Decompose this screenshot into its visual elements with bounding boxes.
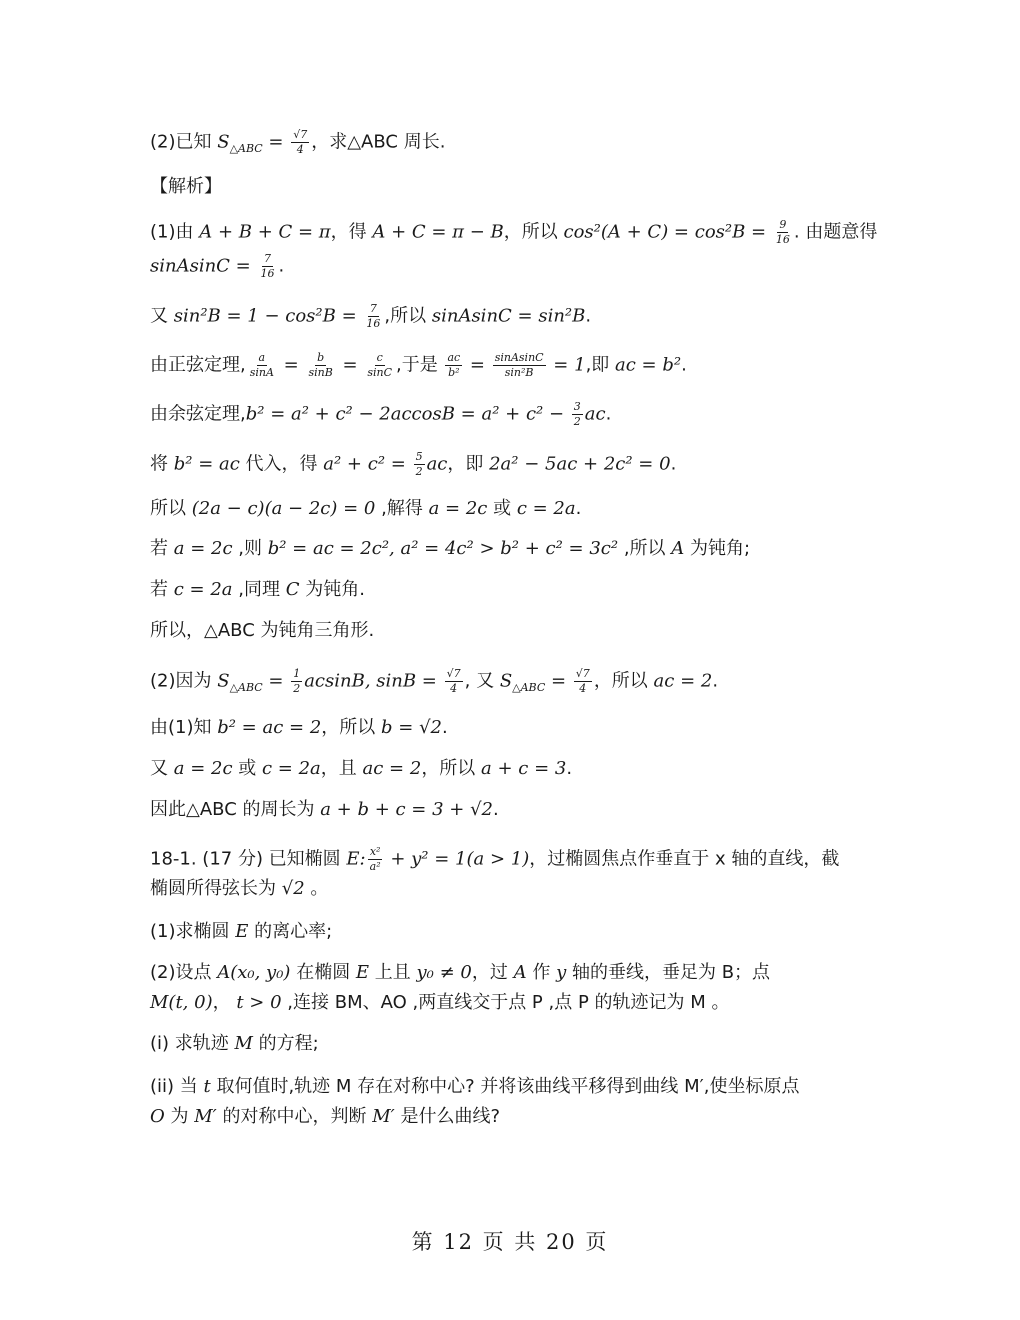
line-question-2i: (i) 求轨迹 M 的方程; (150, 1033, 319, 1054)
fraction: $\frac{9}{16}$ (775, 218, 790, 246)
fraction: $\frac{7}{16}$ (366, 302, 381, 330)
line-solution-3: 又 sin²B = 1 − cos²B = $\frac{7}{16}$ ,所以 sinAsinC = sin²B. (150, 302, 592, 330)
fraction: $\frac{√7}{4}$ (446, 667, 461, 695)
fraction: $\frac{5}{2}$ (415, 450, 423, 478)
line-solution-1: (1)由 A + B + C = π，得 A + C = π − B，所以 cos²(A + C) = cos²B = $\frac{9}{16}$ . 由题意得 (150, 218, 878, 246)
fraction: $\frac{b}{\sin B}$ (308, 351, 333, 379)
line-sine-law: 由正弦定理, $\frac{a}{\sin A}$ = $\frac{b}{\sin B}$ = $\frac{c}{\sin C}$ ,于是 $\frac{ac}{\text{b²}}$ = $\frac{\text{sinAsinC}}{\text{sin²B}}$ = 1,即 ac = b². (150, 351, 687, 379)
fraction: $\frac{7}{16}$ (260, 252, 275, 280)
section-heading-analysis: 【解析】 (150, 176, 222, 197)
line-perimeter: 因此△ABC 的周长为 a + b + c = 3 + √2. (150, 799, 499, 820)
line-conclusion-1: 所以，△ABC 为钝角三角形. (150, 620, 375, 641)
fraction: $\frac{\text{x²}}{\text{a²}}$ (369, 845, 381, 873)
line-solution-2: sinAsinC = $\frac{7}{16}$ . (150, 252, 285, 280)
fraction: $\frac{a}{\sin A}$ (249, 351, 274, 379)
fraction: $\frac{1}{2}$ (293, 667, 301, 695)
line-cosine-law: 由余弦定理,b² = a² + c² − 2accosB = a² + c² − $\frac{3}{2}$ ac. (150, 400, 612, 428)
line-part2-solution: (2)因为 $S_{\triangle ABC}$ = $\frac{1}{2}$ acsinB, sinB = $\frac{√7}{4}$ , 又 $S_{\triangle ABC}$ = $\frac{√7}{4}$ ，所以 ac = 2. (150, 667, 719, 695)
line-question-2ii-cont: O 为 M′ 的对称中心，判断 M′ 是什么曲线? (150, 1106, 501, 1127)
line-b-value: 由(1)知 b² = ac = 2，所以 b = √2. (150, 717, 448, 738)
fraction: $\frac{√7}{4}$ (293, 128, 308, 156)
fraction: $\frac{\text{sinAsinC}}{\text{sin²B}}$ (494, 351, 544, 379)
fraction: $\frac{ac}{\text{b²}}$ (447, 351, 461, 379)
line-problem-18-1: 18-1. (17 分) 已知椭圆 E: $\frac{\text{x²}}{\text{a²}}$ + y² = 1(a > 1)，过椭圆焦点作垂直于 x 轴的直线，截 (150, 845, 840, 873)
line-question-2: (2)设点 A(x₀, y₀) 在椭圆 E 上且 y₀ ≠ 0，过 A 作 y 轴的垂线，垂足为 B；点 (150, 962, 771, 983)
line-case-2: 若 c = 2a ,同理 C 为钝角. (150, 579, 365, 600)
page-footer: 第 12 页 共 20 页 (411, 1230, 609, 1254)
fraction: $\frac{√7}{4}$ (575, 667, 590, 695)
line-question-2-cont: M(t, 0)， t > 0 ,连接 BM、AO ,两直线交于点 P ,点 P 的轨迹记为 M 。 (150, 992, 730, 1013)
line-part2-question: (2)已知 $S_{\triangle ABC}$ = $\frac{√7}{4}$ ，求△ABC 周长. (150, 128, 446, 156)
fraction: $\frac{c}{\sin C}$ (367, 351, 393, 379)
line-problem-18-1-cont: 椭圆所得弦长为 √2 。 (150, 878, 329, 899)
fraction: $\frac{3}{2}$ (573, 400, 581, 428)
line-question-2ii: (ii) 当 t 取何值时,轨迹 M 存在对称中心? 并将该曲线平移得到曲线 M′,使坐标原点 (150, 1076, 800, 1097)
line-case-1: 若 a = 2c ,则 b² = ac = 2c², a² = 4c² > b² + c² = 3c² ,所以 A 为钝角; (150, 538, 751, 559)
line-factor: 所以 (2a − c)(a − 2c) = 0 ,解得 a = 2c 或 c = 2a. (150, 498, 582, 519)
line-sum: 又 a = 2c 或 c = 2a，且 ac = 2，所以 a + c = 3. (150, 758, 573, 779)
line-question-1: (1)求椭圆 E 的离心率; (150, 921, 333, 942)
line-substitute: 将 b² = ac 代入，得 a² + c² = $\frac{5}{2}$ ac，即 2a² − 5ac + 2c² = 0. (150, 450, 677, 478)
